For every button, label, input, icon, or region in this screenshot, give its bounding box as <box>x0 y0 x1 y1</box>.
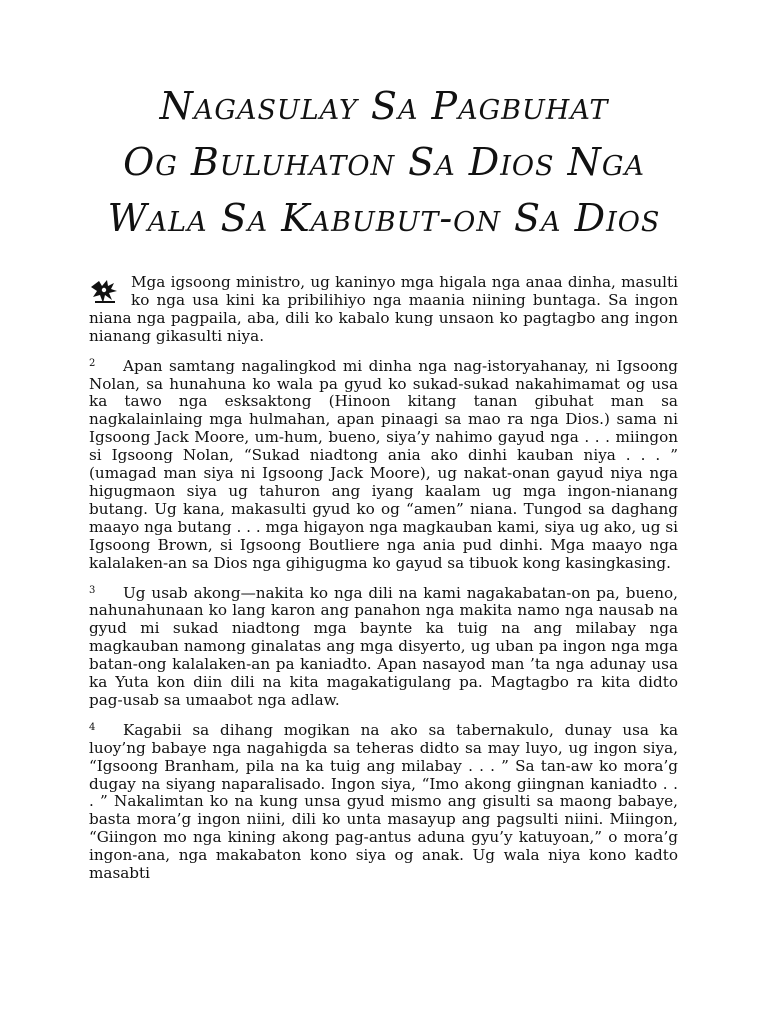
paragraph-number: 3 <box>89 584 96 596</box>
paragraph-number: 4 <box>89 721 96 733</box>
paragraph-number: 2 <box>89 357 96 369</box>
sermon-title <box>60 78 708 246</box>
paragraph-4 <box>89 722 678 883</box>
title-line-1: Nagasulay Sa Pagbuhat <box>159 84 609 128</box>
title-line-3: Wala Sa Kabubut-on Sa Dios <box>107 196 661 240</box>
title-line-2: Og Buluhaton Sa Dios Nga <box>123 140 645 184</box>
paragraph-3-text: Ug usab akong—nakita ko nga dili na kami nagakabatan-on pa, bueno, nahunahunaan ko lang karon ang panahon nga makita namo nga nausab na gyud mi sukad niadtong mga baynte ka tuig na ang milabay nga magkauban namong ginalatas ang mga disyerto, ug uban pa ingon nga mga batan-ong kalalaken-an pa kaniadto. Apan nasayod man ’ta nga adunay usa ka Yuta kon diin dili na kita magakatigulang pa. Magtagbo ra kita didto pag-usab sa umaabot nga adlaw. <box>89 583 678 709</box>
body-text <box>89 274 678 895</box>
paragraph-2-text: Apan samtang nagalingkod mi dinha nga nag-istoryahanay, ni Igsoong Nolan, sa hunahuna ko wala pa gyud ko sukad-sukad nakahimamat og usa ka tawo nga esksaktong (Hinoon kitang tanan gibuhat man sa nagkalainlaing mga hulmahan, apan pinaagi sa mao ra nga Dios.) sama ni Igsoong Jack Moore, um-hum, bueno, siya’y nahimo gayud nga . . . miingon si Igsoong Nolan, “Sukad niadtong ania ako dinhi kauban niya . . . ” (umagad man siya ni Igsoong Jack Moore), ug nakat-onan gayud niya nga higugmaon siya ug tahuron ang iyang kaalam ug mga ingon-nianang butang. Ug kana, makasulti gyud ko og “amen” niana. Tungod sa daghang maayo nga butang . . . mga higayon nga magkauban kami, siya ug ako, ug si Igsoong Brown, si Igsoong Boutliere nga ania pud dinhi. Mga maayo nga kalalaken-an sa Dios nga gihigugma ko gayud sa tibuok kong kasingkasing. <box>89 356 678 572</box>
paragraph-1 <box>89 274 678 346</box>
eagle-emblem-icon <box>89 278 119 308</box>
paragraph-2 <box>89 358 678 573</box>
paragraph-4-text: Kagabii sa dihang mogikan na ako sa tabernakulo, dunay usa ka luoy’ng babaye nga nagahigda sa teheras didto sa may luyo, ug ingon siya, “Igsoong Branham, pila na ka tuig ang milabay . . . ” Sa tan-aw ko mora’g dugay na siyang naparalisado. Ingon siya, “Imo akong giingnan kaniadto . . . ” Nakalimtan ko na kung unsa gyud mismo ang gisulti sa maong babaye, basta mora’g ingon niini, dili ko unta masayup ang pagsulti niini. Miingon, “Giingon mo nga kining akong pag-antus aduna gyu’y katuyoan,” o mora’g ingon-ana, nga makabaton kono siya og anak. Ug wala niya kono kadto masabti <box>89 720 678 883</box>
paragraph-1-text: Mga igsoong ministro, ug kaninyo mga higala nga anaa dinha, masulti ko nga usa kini ka pribilihiyo nga maania niining buntaga. Sa ingon niana nga pagpaila, aba, dili ko kabalo kung unsaon ko pagtagbo ang ingon nianang gikasulti niya. <box>89 273 678 345</box>
paragraph-3 <box>89 585 678 710</box>
